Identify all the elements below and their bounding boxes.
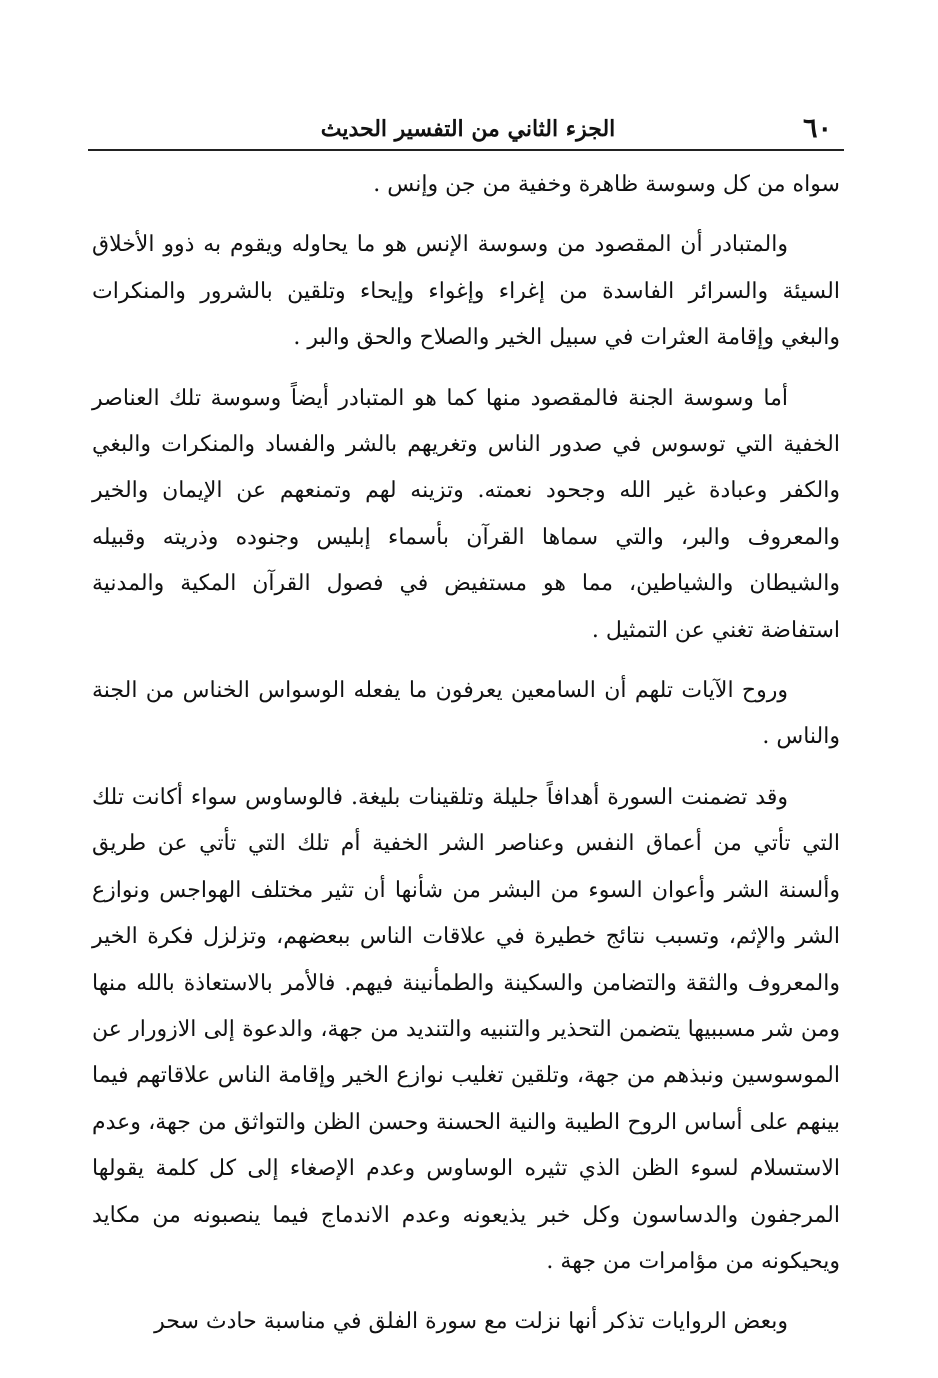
header-rule (88, 149, 844, 151)
body-text (92, 162, 840, 1346)
paragraph: وقد تضمنت السورة أهدافاً جليلة وتلقينات بليغة. فالوساوس سواء أكانت تلك التي تأتي من أعماق النفس وعناصر الشر الخفية أم تلك التي تأتي عن طريق وألسنة الشر وأعوان السوء من البشر من شأنها أن تثير مختلف الهواجس ونوازع الشر والإثم، وتسبب نتائج خطيرة في علاقات الناس ببعضهم، وتزلزل فكرة الخير والمعروف والثقة والتضامن والسكينة والطمأنينة فيهم. فالأمر بالاستعاذة بالله منها ومن شر مسببيها يتضمن التحذير والتنبيه والتنديد من جهة، والدعوة إلى الازورار عن الموسوسين ونبذهم من جهة، وتلقين تغليب نوازع الخير وإقامة الناس علاقاتهم فيما بينهم على أساس الروح الطيبة والنية الحسنة وحسن الظن والتواثق من جهة، وعدم الاستسلام لسوء الظن الذي تثيره الوساوس وعدم الإصغاء إلى كل كلمة يقولها المرجفون والدساسون وكل خبر يذيعونه وعدم الاندماج فيما ينصبونه من مكايد ويحيكونه من مؤامرات من جهة . (92, 784, 841, 1274)
paragraph-continued: سواه من كل وسوسة ظاهرة وخفية من جن وإنس . (373, 172, 840, 197)
paragraph: والمتبادر أن المقصود من وسوسة الإنس هو ما يحاوله ويقوم به ذوو الأخلاق السيئة والسرائر الفاسدة من إغراء وإغواء وإيحاء وتلقين بالشرور والمنكرات والبغي وإقامة العثرات في سبيل الخير والصلاح والحق والبر . (92, 232, 840, 351)
paragraph: وروح الآيات تلهم أن السامعين يعرفون ما يفعله الوسواس الخناس من الجنة والناس . (92, 678, 840, 750)
paragraph: أما وسوسة الجنة فالمقصود منها كما هو المتبادر أيضاً وسوسة تلك العناصر الخفية التي توسوس في صدور الناس وتغريهم بالشر والفساد والمنكرات والبغي والكفر وعبادة غير الله وجحود نعمته. وتزينه لهم وتمنعهم عن الإيمان والخير والمعروف والبر، والتي سماها القرآن بأسماء إبليس وجنوده وذريته وقبيله والشيطان والشياطين، مما هو مستفيض في فصول القرآن المكية والمدنية استفاضة تغني عن التمثيل . (92, 385, 840, 643)
paragraph-truncated: وبعض الروايات تذكر أنها نزلت مع سورة الفلق في مناسبة حادث سحر (154, 1309, 788, 1335)
page-number: ٦٠ (802, 113, 832, 144)
running-header (92, 112, 844, 148)
running-title: الجزء الثاني من التفسير الحديث (320, 116, 616, 142)
